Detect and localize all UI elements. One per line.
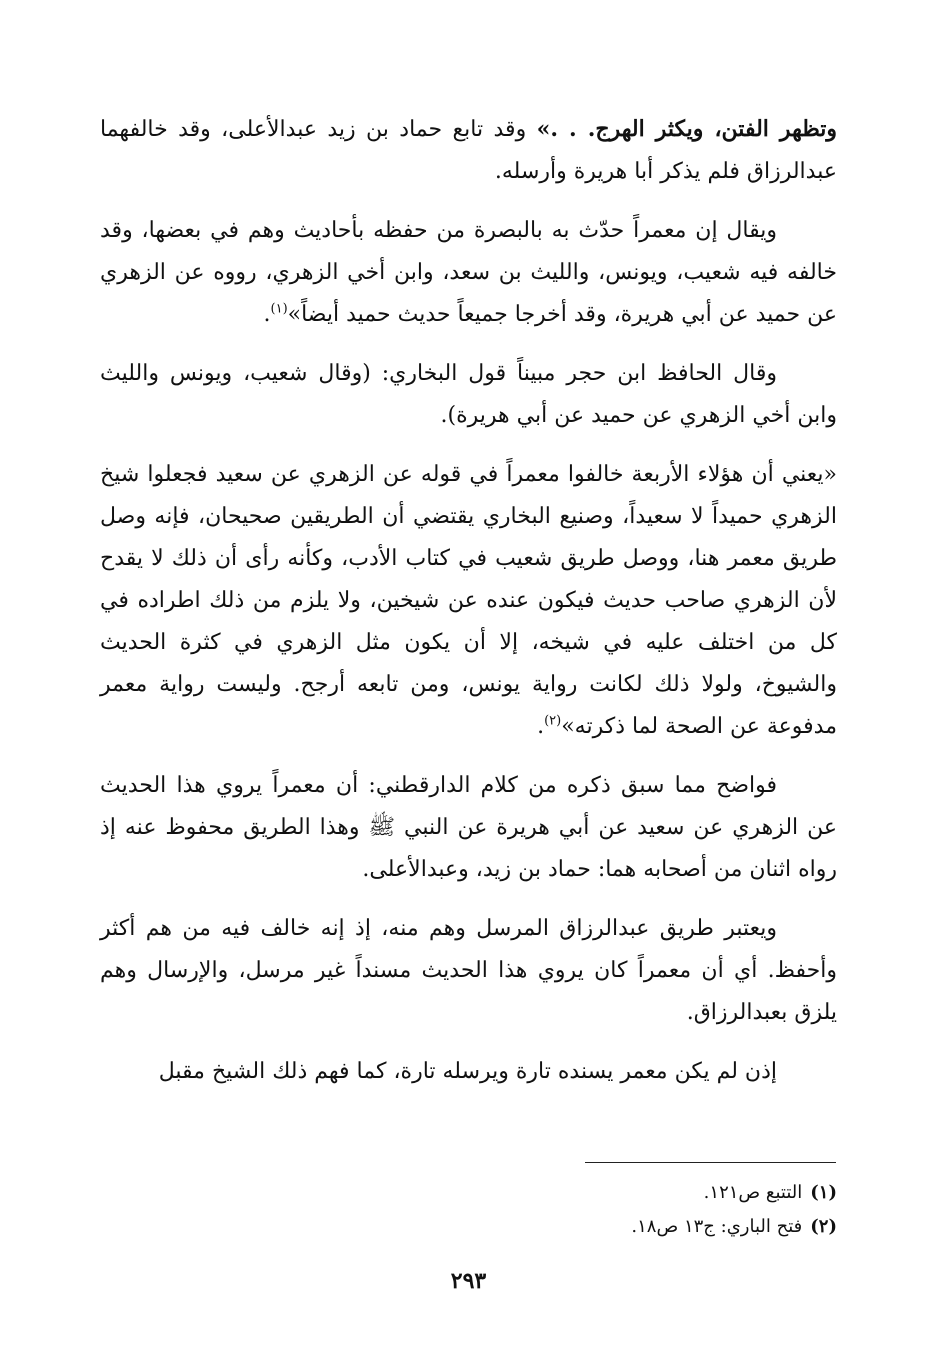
paragraph-1-text: وقد تابع حماد بن زيد عبدالأعلى، وقد خالفهما عبدالرزاق فلم يذكر أبا هريرة وأرسله. (100, 117, 837, 184)
footnote-2 (100, 1210, 837, 1244)
paragraph-4-tail: . (537, 714, 545, 739)
paragraph-7-text: إذن لم يكن معمر يسنده تارة ويرسله تارة، كما فهم ذلك الشيخ مقبل (158, 1059, 777, 1084)
paragraph-5-text: فواضح مما سبق ذكره من كلام الدارقطني: أن معمراً يروي هذا الحديث عن الزهري عن سعيد عن أبي هريرة عن النبي ﷺ وهذا الطريق محفوظ عنه إذ رواه اثنان من أصحابه هما: حماد بن زيد، وعبدالأعلى. (100, 773, 837, 882)
footnote-2-number: (٢) (810, 1216, 837, 1237)
footnote-2-text: فتح الباري: ج١٣ ص١٨. (631, 1216, 803, 1237)
paragraph-2 (100, 210, 837, 336)
footnote-1-number: (١) (810, 1182, 837, 1203)
page-number: ٢٩٣ (450, 1268, 487, 1294)
paragraph-4-quote (100, 454, 837, 748)
footnote-1-text: التتبع ص١٢١. (703, 1182, 803, 1203)
paragraph-5 (100, 765, 837, 891)
paragraph-1 (100, 108, 837, 193)
bold-hadith-fragment: وتظهر الفتن، ويكثر الهرج. . .» (536, 116, 838, 142)
paragraph-6 (100, 908, 837, 1034)
footnote-ref-2: (٢) (544, 713, 562, 729)
paragraph-7 (100, 1051, 837, 1093)
main-text (100, 108, 837, 1093)
paragraph-6-text: ويعتبر طريق عبدالرزاق المرسل وهم منه، إذ إنه خالف فيه من هم أكثر وأحفظ. أي أن معمراً كان يروي هذا الحديث مسنداً غير مرسل، والإرسال وهم يلزق بعبدالرزاق. (100, 916, 837, 1025)
paragraph-2-text: ويقال إن معمراً حدّث به بالبصرة من حفظه بأحاديث وهم في بعضها، وقد خالفه فيه شعيب، ويونس، والليث بن سعد، وابن أخي الزهري، رووه عن الزهري عن حميد عن أبي هريرة، وقد أخرجا جميعاً حديث حميد أيضاً» (100, 218, 837, 327)
paragraph-2-tail: . (263, 302, 271, 327)
footnote-1 (100, 1176, 837, 1210)
footnote-ref-1: (١) (270, 301, 288, 317)
paragraph-4-text: «يعني أن هؤلاء الأربعة خالفوا معمراً في قوله عن الزهري عن سعيد فجعلوا شيخ الزهري حميداً لا سعيداً، وصنيع البخاري يقتضي أن الطريقين صحيحان، فإنه وصل طريق معمر هنا، ووصل طريق شعيب في كتاب الأدب، وكأنه رأى أن ذلك لا يقدح لأن الزهري صاحب حديث فيكون عنده عن شيخين، ولا يلزم من ذلك اطراده في كل من اختلف عليه في شيخه، إلا أن يكون مثل الزهري في كثرة الحديث والشيوخ، ولولا ذلك لكانت رواية يونس، ومن تابعه أرجح. وليست رواية معمر مدفوعة عن الصحة لما ذكرته» (100, 462, 837, 739)
paragraph-3 (100, 353, 837, 437)
paragraph-3-text: وقال الحافظ ابن حجر مبيناً قول البخاري: (وقال شعيب، ويونس والليث وابن أخي الزهري عن حميد عن أبي هريرة). (100, 361, 837, 428)
footnotes (100, 1176, 837, 1244)
footnote-separator (585, 1162, 836, 1163)
